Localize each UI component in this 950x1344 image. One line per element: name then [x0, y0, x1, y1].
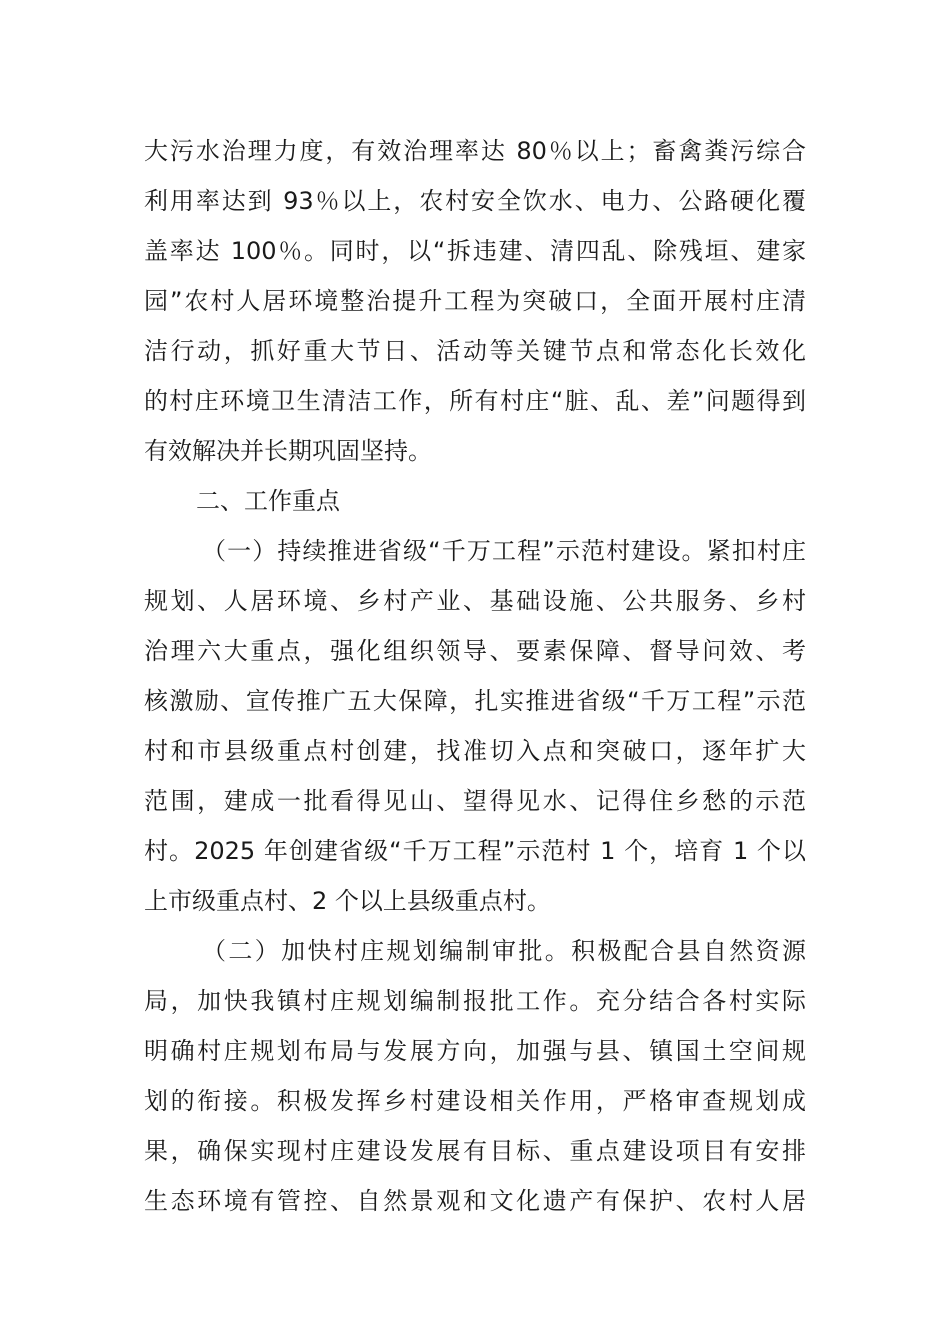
text-line: 盖率达 100％。同时，以“拆违建、清四乱、除残垣、建家 — [144, 237, 806, 265]
text-line: 有效解决并长期巩固坚持。 — [144, 437, 432, 465]
text-line: 范围，建成一批看得见山、望得见水、记得住乡愁的示范 — [144, 787, 806, 815]
text-line: 划的衔接。积极发挥乡村建设相关作用，严格审查规划成 — [144, 1087, 806, 1115]
document-body — [144, 126, 806, 1226]
text-line: 上市级重点村、2 个以上县级重点村。 — [144, 887, 551, 915]
paragraph-item-1 — [144, 526, 806, 926]
text-line: 治理六大重点，强化组织领导、要素保障、督导问效、考 — [144, 637, 806, 665]
text-line: 村。2025 年创建省级“千万工程”示范村 1 个，培育 1 个以 — [144, 837, 806, 865]
text-line: 利用率达到 93％以上，农村安全饮水、电力、公路硬化覆 — [144, 187, 806, 215]
section-heading: 二、工作重点 — [196, 487, 340, 515]
text-line: 核激励、宣传推广五大保障，扎实推进省级“千万工程”示范 — [144, 687, 806, 715]
text-line: 局，加快我镇村庄规划编制报批工作。充分结合各村实际 — [144, 987, 806, 1015]
text-line: （一）持续推进省级“千万工程”示范村建设。紧扣村庄 — [202, 537, 806, 565]
text-line: 明确村庄规划布局与发展方向，加强与县、镇国土空间规 — [144, 1037, 806, 1065]
text-line: 果，确保实现村庄建设发展有目标、重点建设项目有安排 — [144, 1137, 806, 1165]
paragraph-item-2 — [144, 926, 806, 1226]
paragraph-intro — [144, 126, 806, 476]
text-line: 村和市县级重点村创建，找准切入点和突破口，逐年扩大 — [144, 737, 806, 765]
text-line: 的村庄环境卫生清洁工作，所有村庄“脏、乱、差”问题得到 — [144, 387, 806, 415]
text-line: 园”农村人居环境整治提升工程为突破口，全面开展村庄清 — [144, 287, 806, 315]
text-line: 洁行动，抓好重大节日、活动等关键节点和常态化长效化 — [144, 337, 806, 365]
text-line: 大污水治理力度，有效治理率达 80％以上；畜禽粪污综合 — [144, 137, 806, 165]
text-line: 规划、人居环境、乡村产业、基础设施、公共服务、乡村 — [144, 587, 806, 615]
text-line: （二）加快村庄规划编制审批。积极配合县自然资源 — [202, 937, 806, 965]
text-line: 生态环境有管控、自然景观和文化遗产有保护、农村人居 — [144, 1187, 806, 1215]
